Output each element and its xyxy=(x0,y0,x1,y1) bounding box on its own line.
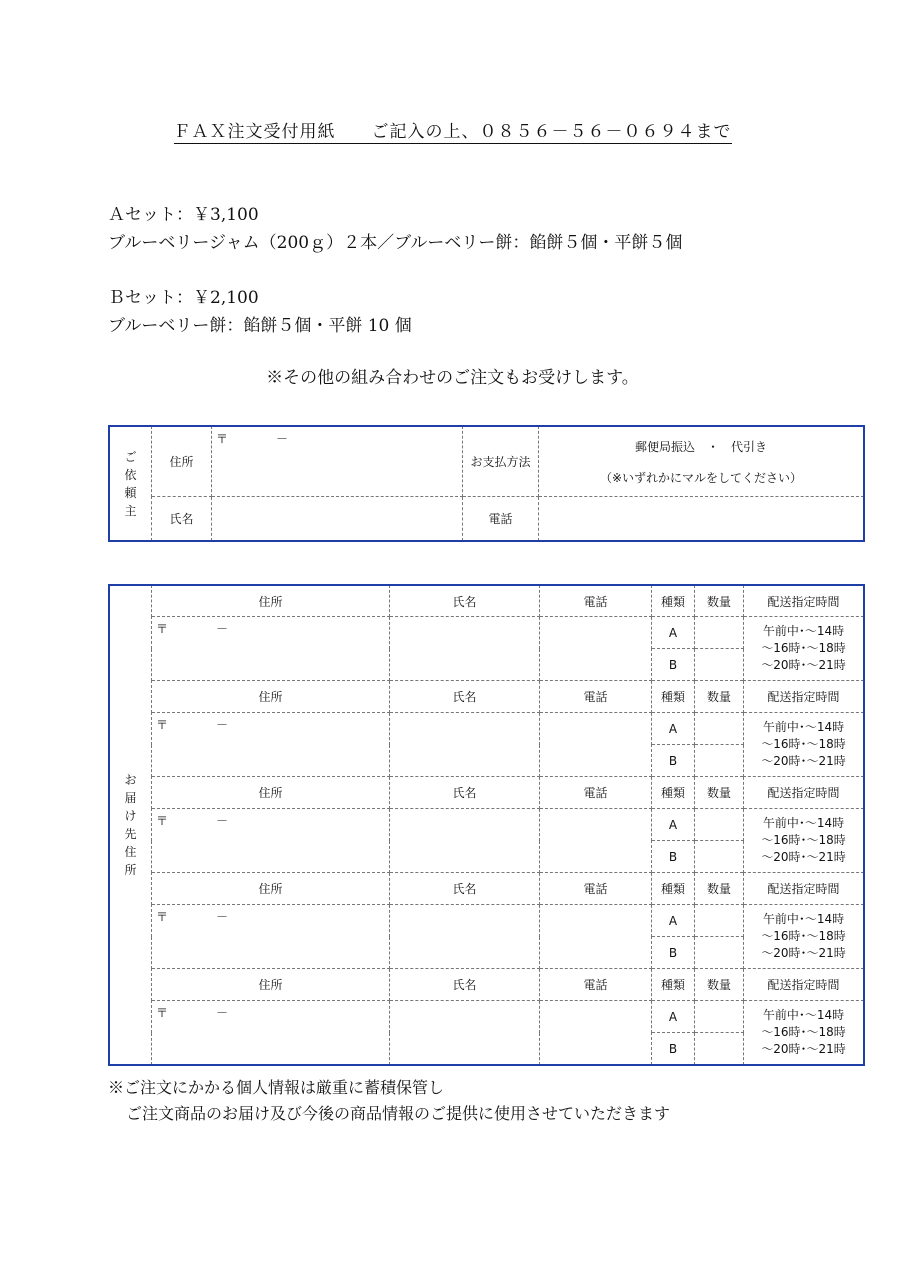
quantity-a-field[interactable] xyxy=(695,713,744,745)
header-name: 氏名 xyxy=(390,777,540,809)
quantity-a-field[interactable] xyxy=(695,617,744,649)
set-b-price: Ｂセット：￥2,100 xyxy=(108,288,259,308)
delivery-address-field[interactable] xyxy=(152,905,390,969)
type-a: A xyxy=(652,617,695,649)
header-type: 種類 xyxy=(652,681,695,713)
delivery-time-options[interactable]: 午前中･～14時 ～16時･～18時 ～20時･～21時 xyxy=(744,617,864,681)
delivery-name-field[interactable] xyxy=(390,905,540,969)
delivery-time-options[interactable]: 午前中･～14時 ～16時･～18時 ～20時･～21時 xyxy=(744,1001,864,1065)
header-phone: 電話 xyxy=(540,873,652,905)
quantity-a-field[interactable] xyxy=(695,905,744,937)
type-a: A xyxy=(652,1001,695,1033)
header-type: 種類 xyxy=(652,969,695,1001)
requester-address-field[interactable] xyxy=(212,427,463,497)
header-quantity: 数量 xyxy=(695,969,744,1001)
header-delivery-time: 配送指定時間 xyxy=(744,969,864,1001)
requester-address-label: 住所 xyxy=(152,427,212,497)
type-a: A xyxy=(652,905,695,937)
header-phone: 電話 xyxy=(540,969,652,1001)
delivery-phone-field[interactable] xyxy=(540,713,652,777)
privacy-note-line1: ※ご注文にかかる個人情報は厳重に蓄積保管し xyxy=(108,1078,445,1097)
type-b: B xyxy=(652,745,695,777)
delivery-name-field[interactable] xyxy=(390,809,540,873)
requester-name-field[interactable] xyxy=(212,497,463,541)
delivery-name-field[interactable] xyxy=(390,1001,540,1065)
header-name: 氏名 xyxy=(390,586,540,617)
header-name: 氏名 xyxy=(390,681,540,713)
header-type: 種類 xyxy=(652,586,695,617)
header-delivery-time: 配送指定時間 xyxy=(744,873,864,905)
header-delivery-time: 配送指定時間 xyxy=(744,777,864,809)
payment-method-field[interactable] xyxy=(539,427,864,497)
header-phone: 電話 xyxy=(540,681,652,713)
delivery-phone-field[interactable] xyxy=(540,1001,652,1065)
set-a-contents: ブルーベリージャム（200ｇ）２本／ブルーベリー餅：餡餅５個・平餅５個 xyxy=(108,233,683,253)
delivery-table xyxy=(109,585,864,1065)
quantity-b-field[interactable] xyxy=(695,745,744,777)
header-address: 住所 xyxy=(152,777,390,809)
other-combination-note: ※その他の組み合わせのご注文もお受けします。 xyxy=(266,368,639,388)
privacy-note-line2: ご注文商品のお届け及び今後の商品情報のご提供に使用させていただきます xyxy=(126,1104,671,1123)
header-type: 種類 xyxy=(652,873,695,905)
type-b: B xyxy=(652,649,695,681)
type-a: A xyxy=(652,713,695,745)
delivery-name-field[interactable] xyxy=(390,713,540,777)
header-quantity: 数量 xyxy=(695,681,744,713)
delivery-address-field[interactable] xyxy=(152,809,390,873)
page-title: ＦＡＸ注文受付用紙 ご記入の上、０８５６－５６－０６９４まで xyxy=(173,122,732,142)
header-delivery-time: 配送指定時間 xyxy=(744,586,864,617)
type-a: A xyxy=(652,809,695,841)
delivery-time-options[interactable]: 午前中･～14時 ～16時･～18時 ～20時･～21時 xyxy=(744,905,864,969)
requester-section-label: ご 依 頼 主 xyxy=(110,427,152,541)
delivery-address-field[interactable] xyxy=(152,1001,390,1065)
delivery-section-label: お 届 け 先 住 所 xyxy=(110,586,152,1065)
delivery-name-field[interactable] xyxy=(390,617,540,681)
delivery-time-options[interactable]: 午前中･～14時 ～16時･～18時 ～20時･～21時 xyxy=(744,713,864,777)
quantity-b-field[interactable] xyxy=(695,1033,744,1065)
quantity-a-field[interactable] xyxy=(695,1001,744,1033)
header-delivery-time: 配送指定時間 xyxy=(744,681,864,713)
type-b: B xyxy=(652,841,695,873)
set-b-contents: ブルーベリー餅：餡餅５個・平餅 10 個 xyxy=(108,316,412,336)
header-address: 住所 xyxy=(152,586,390,617)
zip-mark: 〒 － xyxy=(156,1006,229,1020)
quantity-b-field[interactable] xyxy=(695,841,744,873)
header-quantity: 数量 xyxy=(695,777,744,809)
quantity-a-field[interactable] xyxy=(695,809,744,841)
requester-table xyxy=(109,426,864,541)
delivery-phone-field[interactable] xyxy=(540,617,652,681)
header-quantity: 数量 xyxy=(695,873,744,905)
header-address: 住所 xyxy=(152,681,390,713)
header-name: 氏名 xyxy=(390,969,540,1001)
header-phone: 電話 xyxy=(540,777,652,809)
header-quantity: 数量 xyxy=(695,586,744,617)
zip-mark: 〒 － xyxy=(216,432,289,446)
zip-mark: 〒 － xyxy=(156,814,229,828)
delivery-address-field[interactable] xyxy=(152,617,390,681)
header-type: 種類 xyxy=(652,777,695,809)
header-name: 氏名 xyxy=(390,873,540,905)
delivery-address-field[interactable] xyxy=(152,713,390,777)
header-phone: 電話 xyxy=(540,586,652,617)
delivery-phone-field[interactable] xyxy=(540,905,652,969)
set-a-price: Ａセット：￥3,100 xyxy=(108,205,259,225)
zip-mark: 〒 － xyxy=(156,622,229,636)
header-address: 住所 xyxy=(152,969,390,1001)
payment-options: 郵便局振込 ・ 代引き xyxy=(634,439,767,454)
type-b: B xyxy=(652,937,695,969)
payment-method-label: お支払方法 xyxy=(463,427,539,497)
requester-phone-label: 電話 xyxy=(463,497,539,541)
requester-name-label: 氏名 xyxy=(152,497,212,541)
header-address: 住所 xyxy=(152,873,390,905)
delivery-time-options[interactable]: 午前中･～14時 ～16時･～18時 ～20時･～21時 xyxy=(744,809,864,873)
zip-mark: 〒 － xyxy=(156,910,229,924)
quantity-b-field[interactable] xyxy=(695,937,744,969)
type-b: B xyxy=(652,1033,695,1065)
quantity-b-field[interactable] xyxy=(695,649,744,681)
payment-instruction: （※いずれかにマルをしてください） xyxy=(599,470,803,485)
delivery-phone-field[interactable] xyxy=(540,809,652,873)
requester-phone-field[interactable] xyxy=(539,497,864,541)
zip-mark: 〒 － xyxy=(156,718,229,732)
